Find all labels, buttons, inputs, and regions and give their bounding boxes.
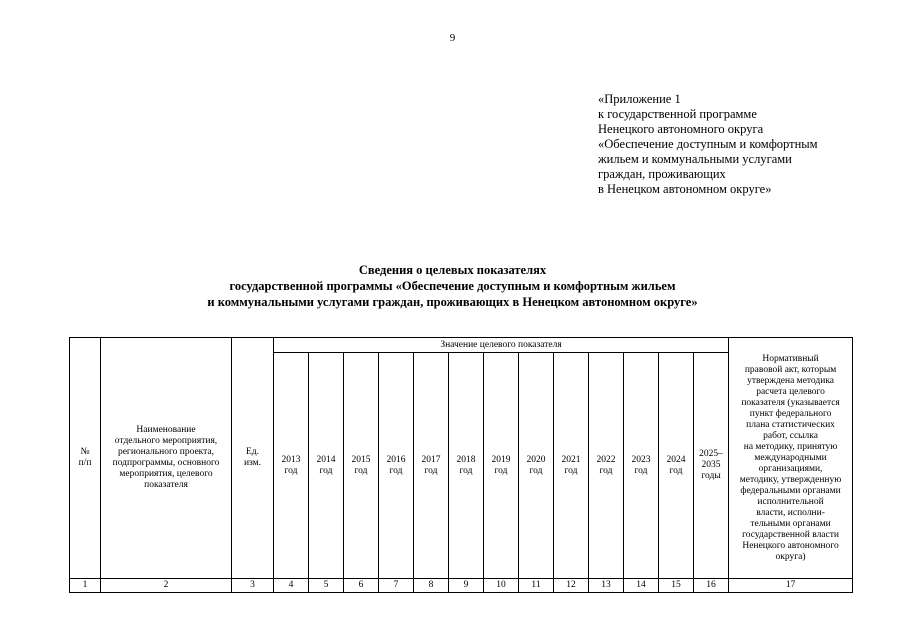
header-legal-line: правовой акт, которым xyxy=(744,364,837,375)
header-num-line: № xyxy=(80,447,90,457)
header-legal-line: работ, ссылка xyxy=(763,430,818,441)
year-2019 xyxy=(484,353,519,579)
header-num xyxy=(70,338,101,579)
header-num-line: п/п xyxy=(78,458,92,468)
year-unit: год xyxy=(319,465,333,476)
header-name-line: регионального проекта, xyxy=(117,447,215,457)
header-unit-line: изм. xyxy=(243,458,262,468)
header-legal-line: власти, исполни- xyxy=(756,507,825,518)
column-number: 5 xyxy=(309,579,344,593)
year-value: 2035 xyxy=(701,460,721,470)
column-number: 9 xyxy=(449,579,484,593)
document-title xyxy=(0,262,905,310)
header-legal-line: показателя (указывается xyxy=(741,397,840,408)
column-number: 16 xyxy=(694,579,729,593)
indicators-table xyxy=(69,337,853,593)
header-legal-line: утверждена методика xyxy=(747,375,835,386)
header-legal-line: исполнительной xyxy=(757,496,824,507)
year-value: 2020 xyxy=(526,454,546,465)
column-number: 14 xyxy=(624,579,659,593)
appendix-line: к государственной программе xyxy=(598,107,757,121)
year-unit: год xyxy=(669,465,683,476)
year-value: 2013 xyxy=(281,454,301,465)
header-name xyxy=(101,338,232,579)
year-2016 xyxy=(379,353,414,579)
year-value: 2019 xyxy=(491,454,511,465)
header-legal-line: международными xyxy=(754,452,827,463)
header-legal-line: Нормативный xyxy=(762,353,819,364)
header-row xyxy=(70,338,853,353)
header-legal-line: Ненецкого автономного xyxy=(742,540,839,551)
header-name-line: отдельного мероприятия, xyxy=(114,436,218,446)
header-legal-line: федеральными органами xyxy=(740,485,841,496)
header-name-line: показателя xyxy=(144,480,188,490)
column-number-row xyxy=(70,579,853,593)
year-value: 2022 xyxy=(596,454,616,465)
year-value: 2023 xyxy=(631,454,651,465)
title-line: Сведения о целевых показателях xyxy=(358,263,547,277)
year-unit: год xyxy=(599,465,613,476)
title-line: государственной программы «Обеспечение доступным и комфортным жильем xyxy=(229,279,676,293)
year-unit: год xyxy=(529,465,543,476)
header-legal-line: плана статистических xyxy=(746,419,835,430)
header-legal-line: методику, утвержденную xyxy=(739,474,842,485)
page-number: 9 xyxy=(449,32,456,44)
header-legal-act xyxy=(729,338,853,579)
year-2018 xyxy=(449,353,484,579)
header-unit xyxy=(232,338,274,579)
column-number: 3 xyxy=(232,579,274,593)
header-legal-line: расчета целевого xyxy=(756,386,825,397)
header-legal-line: тельными органами xyxy=(750,518,831,529)
title-line: и коммунальными услугами граждан, проживающих в Ненецком автономном округе» xyxy=(207,295,698,309)
year-2015 xyxy=(344,353,379,579)
year-unit: год xyxy=(634,465,648,476)
column-number: 13 xyxy=(589,579,624,593)
header-name-line: Наименование xyxy=(136,425,196,435)
header-legal-line: округа) xyxy=(775,551,806,562)
column-number: 7 xyxy=(379,579,414,593)
header-legal-line: государственной власти xyxy=(742,529,839,540)
appendix-note xyxy=(598,92,898,197)
header-legal-line: на методику, принятую xyxy=(743,441,838,452)
year-unit: год xyxy=(494,465,508,476)
year-unit: год xyxy=(459,465,473,476)
year-value: 2014 xyxy=(316,454,336,465)
header-value-group: Значение целевого показателя xyxy=(274,338,729,353)
appendix-line: «Приложение 1 xyxy=(598,92,681,106)
year-2022 xyxy=(589,353,624,579)
year-value: 2017 xyxy=(421,454,441,465)
column-number: 10 xyxy=(484,579,519,593)
year-value: 2015 xyxy=(351,454,371,465)
column-number: 8 xyxy=(414,579,449,593)
year-unit: годы xyxy=(701,471,721,481)
year-2024 xyxy=(659,353,694,579)
year-unit: год xyxy=(424,465,438,476)
column-number: 2 xyxy=(101,579,232,593)
year-value: 2025– xyxy=(699,449,723,459)
column-number: 1 xyxy=(70,579,101,593)
year-unit: год xyxy=(354,465,368,476)
year-2021 xyxy=(554,353,589,579)
column-number: 11 xyxy=(519,579,554,593)
column-number: 12 xyxy=(554,579,589,593)
appendix-line: жильем и коммунальными услугами xyxy=(598,152,792,166)
year-2017 xyxy=(414,353,449,579)
year-unit: год xyxy=(389,465,403,476)
header-legal-line: организациями, xyxy=(758,463,823,474)
header-name-line: мероприятия, целевого xyxy=(119,469,213,479)
header-legal-line: пункт федерального xyxy=(749,408,832,419)
year-value: 2016 xyxy=(386,454,406,465)
year-unit: год xyxy=(564,465,578,476)
year-2020 xyxy=(519,353,554,579)
column-number: 15 xyxy=(659,579,694,593)
column-number: 6 xyxy=(344,579,379,593)
appendix-line: «Обеспечение доступным и комфортным xyxy=(598,137,818,151)
year-2023 xyxy=(624,353,659,579)
year-2025-2035 xyxy=(694,353,729,579)
appendix-line: в Ненецком автономном округе» xyxy=(598,182,772,196)
column-number: 17 xyxy=(729,579,853,593)
year-value: 2018 xyxy=(456,454,476,465)
column-number: 4 xyxy=(274,579,309,593)
year-value: 2024 xyxy=(666,454,686,465)
header-unit-line: Ед. xyxy=(245,447,259,457)
year-unit: год xyxy=(284,465,298,476)
appendix-line: граждан, проживающих xyxy=(598,167,726,181)
year-2013 xyxy=(274,353,309,579)
year-value: 2021 xyxy=(561,454,581,465)
year-2014 xyxy=(309,353,344,579)
header-name-line: подпрограммы, основного xyxy=(112,458,220,468)
appendix-line: Ненецкого автономного округа xyxy=(598,122,764,136)
